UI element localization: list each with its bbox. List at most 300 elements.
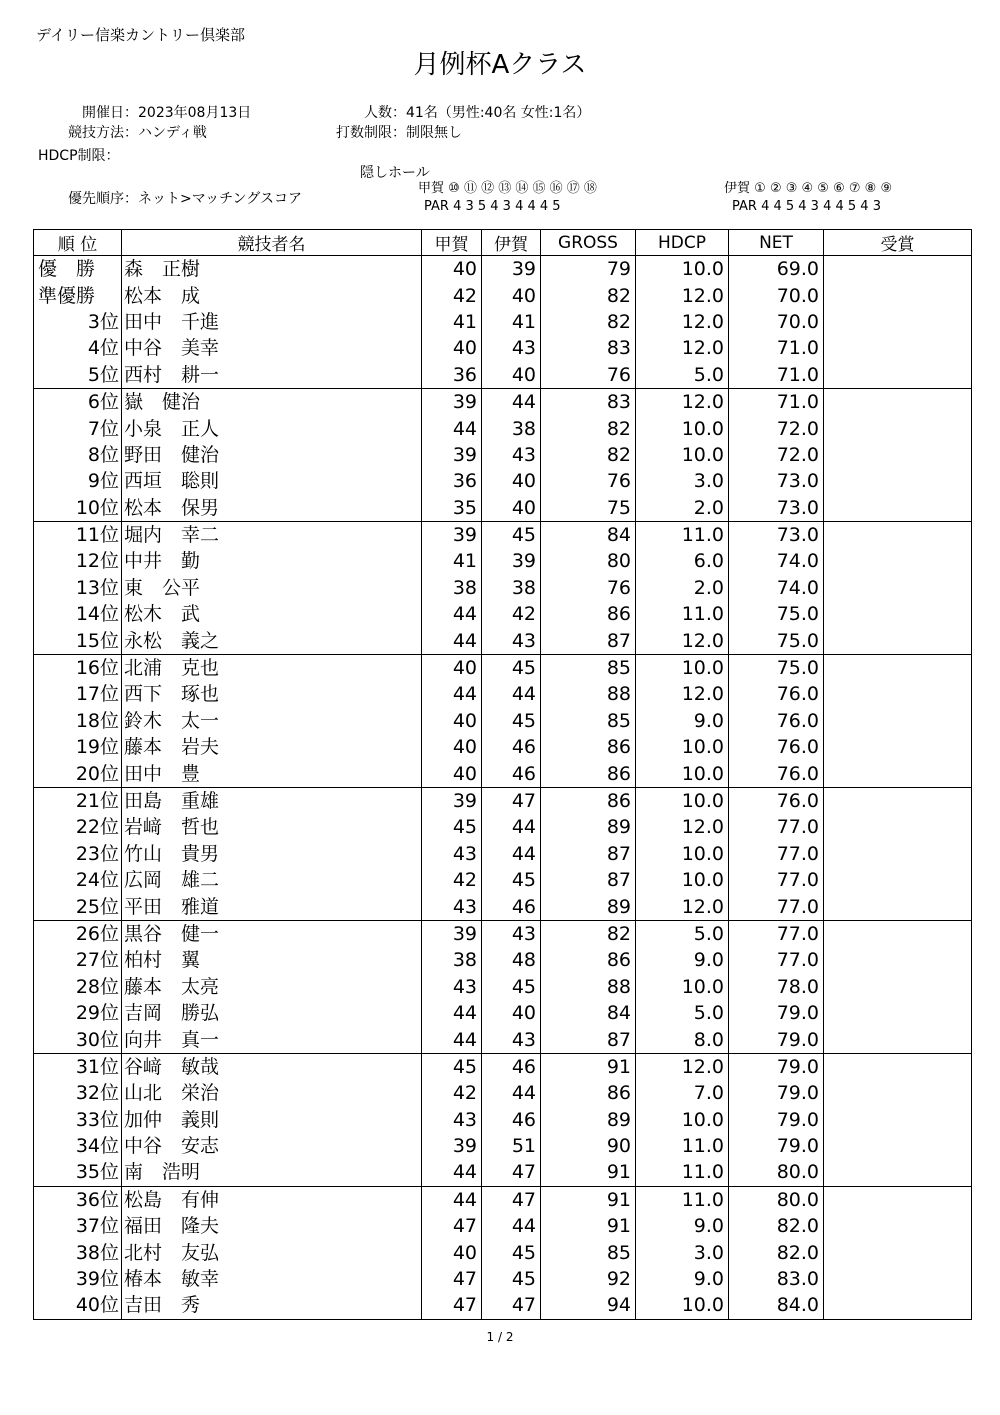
gross-cell: 87 — [541, 867, 636, 893]
koka-score-cell: 40 — [422, 256, 482, 283]
prize-cell — [824, 282, 972, 308]
table-row — [34, 1107, 972, 1133]
table-row — [34, 920, 972, 947]
iga-holes: ① ② ③ ④ ⑤ ⑥ ⑦ ⑧ ⑨ — [754, 181, 893, 196]
iga-score-cell: 45 — [482, 654, 541, 681]
prize-cell — [824, 468, 972, 494]
prize-cell — [824, 388, 972, 415]
rank-cell: 4位 — [34, 335, 122, 361]
hdcp-cell: 3.0 — [636, 468, 729, 494]
koka-score-cell: 42 — [422, 867, 482, 893]
gross-cell: 75 — [541, 495, 636, 522]
player-name-cell: 吉岡 勝弘 — [122, 1000, 422, 1026]
table-row — [34, 1026, 972, 1053]
rank-cell: 23位 — [34, 841, 122, 867]
hidden-holes-title: 隠しホール — [360, 165, 430, 181]
table-row — [34, 362, 972, 389]
limit-label: 打数制限： — [336, 125, 406, 141]
gross-cell: 82 — [541, 442, 636, 468]
player-name-cell: 小泉 正人 — [122, 415, 422, 441]
koka-score-cell: 44 — [422, 1026, 482, 1053]
gross-cell: 86 — [541, 601, 636, 627]
player-name-cell: 福田 隆夫 — [122, 1213, 422, 1239]
player-name-cell: 田島 重雄 — [122, 787, 422, 814]
iga-score-cell: 46 — [482, 760, 541, 787]
hdcp-cell: 2.0 — [636, 495, 729, 522]
rank-cell: 30位 — [34, 1026, 122, 1053]
koka-score-cell: 40 — [422, 335, 482, 361]
hdcp-cell: 3.0 — [636, 1239, 729, 1265]
gross-cell: 86 — [541, 760, 636, 787]
player-name-cell: 田中 千進 — [122, 309, 422, 335]
player-name-cell: 椿本 敏幸 — [122, 1266, 422, 1292]
header-iga: 伊賀 — [482, 230, 541, 256]
net-cell: 84.0 — [729, 1292, 824, 1319]
table-row — [34, 468, 972, 494]
gross-cell: 84 — [541, 521, 636, 548]
iga-score-cell: 51 — [482, 1133, 541, 1159]
hdcp-cell: 12.0 — [636, 1053, 729, 1080]
net-cell: 76.0 — [729, 787, 824, 814]
player-name-cell: 竹山 貴男 — [122, 841, 422, 867]
net-cell: 71.0 — [729, 335, 824, 361]
iga-score-cell: 45 — [482, 1239, 541, 1265]
koka-score-cell: 44 — [422, 681, 482, 707]
page-title: 月例杯Aクラス — [413, 50, 587, 80]
net-cell: 72.0 — [729, 442, 824, 468]
prize-cell — [824, 708, 972, 734]
net-cell: 73.0 — [729, 468, 824, 494]
iga-score-cell: 42 — [482, 601, 541, 627]
rank-cell: 10位 — [34, 495, 122, 522]
koka-score-cell: 41 — [422, 548, 482, 574]
net-cell: 70.0 — [729, 309, 824, 335]
table-row — [34, 841, 972, 867]
table-row — [34, 1133, 972, 1159]
hdcp-cell: 10.0 — [636, 415, 729, 441]
prize-cell — [824, 1053, 972, 1080]
table-row — [34, 734, 972, 760]
iga-score-cell: 44 — [482, 681, 541, 707]
iga-score-cell: 40 — [482, 495, 541, 522]
koka-score-cell: 39 — [422, 920, 482, 947]
rank-cell: 39位 — [34, 1266, 122, 1292]
hdcp-cell: 5.0 — [636, 362, 729, 389]
gross-cell: 89 — [541, 1107, 636, 1133]
net-cell: 77.0 — [729, 947, 824, 973]
prize-cell — [824, 1000, 972, 1026]
player-name-cell: 松木 武 — [122, 601, 422, 627]
gross-cell: 86 — [541, 947, 636, 973]
table-row — [34, 495, 972, 522]
iga-score-cell: 44 — [482, 1080, 541, 1106]
rank-cell: 3位 — [34, 309, 122, 335]
iga-score-cell: 43 — [482, 335, 541, 361]
koka-score-cell: 39 — [422, 787, 482, 814]
koka-score-cell: 42 — [422, 282, 482, 308]
iga-score-cell: 43 — [482, 627, 541, 654]
koka-score-cell: 39 — [422, 521, 482, 548]
net-cell: 75.0 — [729, 627, 824, 654]
hdcp-cell: 10.0 — [636, 867, 729, 893]
table-row — [34, 335, 972, 361]
iga-score-cell: 44 — [482, 841, 541, 867]
iga-par: PAR 4 4 5 4 3 4 4 5 4 3 — [732, 199, 881, 214]
rank-cell: 24位 — [34, 867, 122, 893]
iga-score-cell: 46 — [482, 734, 541, 760]
table-row — [34, 575, 972, 601]
gross-cell: 83 — [541, 388, 636, 415]
koka-holes-row — [418, 180, 597, 198]
hdcp-cell: 10.0 — [636, 1292, 729, 1319]
koka-score-cell: 44 — [422, 1186, 482, 1213]
koka-score-cell: 44 — [422, 1159, 482, 1186]
koka-score-cell: 44 — [422, 627, 482, 654]
header-rank: 順 位 — [34, 230, 122, 256]
iga-score-cell: 44 — [482, 1213, 541, 1239]
player-name-cell: 嶽 健治 — [122, 388, 422, 415]
player-name-cell: 永松 義之 — [122, 627, 422, 654]
net-cell: 76.0 — [729, 734, 824, 760]
iga-score-cell: 47 — [482, 1186, 541, 1213]
priority-row — [50, 188, 302, 208]
prize-cell — [824, 256, 972, 283]
gross-cell: 85 — [541, 654, 636, 681]
koka-score-cell: 38 — [422, 947, 482, 973]
hdcp-cell: 12.0 — [636, 814, 729, 840]
prize-cell — [824, 867, 972, 893]
hdcp-cell: 12.0 — [636, 627, 729, 654]
hdcp-cell: 7.0 — [636, 1080, 729, 1106]
prize-cell — [824, 841, 972, 867]
koka-score-cell: 43 — [422, 1107, 482, 1133]
koka-score-cell: 39 — [422, 442, 482, 468]
iga-score-cell: 39 — [482, 548, 541, 574]
club-name: デイリー信楽カントリー倶楽部 — [36, 26, 245, 44]
net-cell: 77.0 — [729, 920, 824, 947]
hdcp-cell: 2.0 — [636, 575, 729, 601]
gross-cell: 89 — [541, 893, 636, 920]
koka-score-cell: 40 — [422, 734, 482, 760]
rank-cell: 25位 — [34, 893, 122, 920]
hdcp-cell: 8.0 — [636, 1026, 729, 1053]
hdcp-cell: 10.0 — [636, 654, 729, 681]
table-row — [34, 415, 972, 441]
iga-score-cell: 40 — [482, 362, 541, 389]
koka-label: 甲賀 — [418, 181, 445, 196]
header-prize: 受賞 — [824, 230, 972, 256]
iga-score-cell: 47 — [482, 1292, 541, 1319]
table-row — [34, 1080, 972, 1106]
koka-holes: ⑩ ⑪ ⑫ ⑬ ⑭ ⑮ ⑯ ⑰ ⑱ — [448, 181, 597, 196]
header-name: 競技者名 — [122, 230, 422, 256]
rank-cell: 18位 — [34, 708, 122, 734]
koka-score-cell: 40 — [422, 654, 482, 681]
rank-cell: 11位 — [34, 521, 122, 548]
net-cell: 76.0 — [729, 681, 824, 707]
koka-score-cell: 47 — [422, 1266, 482, 1292]
iga-score-cell: 47 — [482, 1159, 541, 1186]
gross-cell: 85 — [541, 708, 636, 734]
prize-cell — [824, 1133, 972, 1159]
prize-cell — [824, 734, 972, 760]
rank-cell: 38位 — [34, 1239, 122, 1265]
rank-cell: 7位 — [34, 415, 122, 441]
net-cell: 70.0 — [729, 282, 824, 308]
gross-cell: 91 — [541, 1053, 636, 1080]
table-row — [34, 760, 972, 787]
prize-cell — [824, 442, 972, 468]
table-row — [34, 256, 972, 283]
rank-cell: 33位 — [34, 1107, 122, 1133]
method-value: ハンディ戦 — [138, 125, 207, 141]
koka-score-cell: 36 — [422, 362, 482, 389]
table-row — [34, 974, 972, 1000]
hdcp-cell: 10.0 — [636, 734, 729, 760]
hdcp-cell: 12.0 — [636, 681, 729, 707]
hdcp-cell: 9.0 — [636, 1213, 729, 1239]
gross-cell: 87 — [541, 841, 636, 867]
player-name-cell: 藤本 太亮 — [122, 974, 422, 1000]
rank-cell: 21位 — [34, 787, 122, 814]
iga-score-cell: 45 — [482, 974, 541, 1000]
rank-cell: 22位 — [34, 814, 122, 840]
rank-cell: 29位 — [34, 1000, 122, 1026]
iga-score-cell: 46 — [482, 1107, 541, 1133]
hdcp-cell: 9.0 — [636, 947, 729, 973]
iga-score-cell: 44 — [482, 814, 541, 840]
rank-cell: 27位 — [34, 947, 122, 973]
iga-score-cell: 38 — [482, 575, 541, 601]
gross-cell: 85 — [541, 1239, 636, 1265]
hdcp-cell: 11.0 — [636, 1159, 729, 1186]
gross-cell: 87 — [541, 627, 636, 654]
limit-row — [318, 122, 462, 142]
table-row — [34, 708, 972, 734]
player-name-cell: 山北 栄治 — [122, 1080, 422, 1106]
date-value: 2023年08月13日 — [138, 105, 252, 121]
header-hdcp: HDCP — [636, 230, 729, 256]
table-row — [34, 627, 972, 654]
gross-cell: 94 — [541, 1292, 636, 1319]
player-name-cell: 吉田 秀 — [122, 1292, 422, 1319]
gross-cell: 88 — [541, 681, 636, 707]
net-cell: 79.0 — [729, 1107, 824, 1133]
prize-cell — [824, 495, 972, 522]
koka-score-cell: 43 — [422, 974, 482, 1000]
table-row — [34, 867, 972, 893]
rank-cell: 37位 — [34, 1213, 122, 1239]
count-label: 人数： — [364, 105, 406, 121]
table-row — [34, 1000, 972, 1026]
player-name-cell: 北浦 克也 — [122, 654, 422, 681]
iga-score-cell: 46 — [482, 1053, 541, 1080]
gross-cell: 92 — [541, 1266, 636, 1292]
iga-score-cell: 45 — [482, 1266, 541, 1292]
gross-cell: 80 — [541, 548, 636, 574]
prize-cell — [824, 1239, 972, 1265]
koka-score-cell: 40 — [422, 1239, 482, 1265]
player-name-cell: 野田 健治 — [122, 442, 422, 468]
koka-score-cell: 41 — [422, 309, 482, 335]
gross-cell: 91 — [541, 1213, 636, 1239]
net-cell: 71.0 — [729, 388, 824, 415]
prize-cell — [824, 893, 972, 920]
player-name-cell: 柏村 翼 — [122, 947, 422, 973]
koka-score-cell: 43 — [422, 841, 482, 867]
iga-score-cell: 43 — [482, 442, 541, 468]
koka-score-cell: 47 — [422, 1213, 482, 1239]
prize-cell — [824, 947, 972, 973]
page-number: 1 / 2 — [486, 1330, 514, 1344]
koka-score-cell: 44 — [422, 1000, 482, 1026]
player-name-cell: 平田 雅道 — [122, 893, 422, 920]
hdcp-cell: 10.0 — [636, 442, 729, 468]
gross-cell: 83 — [541, 335, 636, 361]
gross-cell: 76 — [541, 575, 636, 601]
iga-score-cell: 39 — [482, 256, 541, 283]
hdcp-cell: 12.0 — [636, 893, 729, 920]
koka-score-cell: 42 — [422, 1080, 482, 1106]
player-name-cell: 森 正樹 — [122, 256, 422, 283]
prize-cell — [824, 814, 972, 840]
table-row — [34, 1239, 972, 1265]
prize-cell — [824, 415, 972, 441]
net-cell: 73.0 — [729, 495, 824, 522]
net-cell: 80.0 — [729, 1159, 824, 1186]
net-cell: 74.0 — [729, 548, 824, 574]
prize-cell — [824, 681, 972, 707]
koka-score-cell: 44 — [422, 601, 482, 627]
player-name-cell: 向井 真一 — [122, 1026, 422, 1053]
player-name-cell: 谷﨑 敏哉 — [122, 1053, 422, 1080]
rank-cell: 6位 — [34, 388, 122, 415]
gross-cell: 82 — [541, 282, 636, 308]
player-name-cell: 広岡 雄二 — [122, 867, 422, 893]
rank-cell: 8位 — [34, 442, 122, 468]
priority-value: ネット>マッチングスコア — [138, 191, 303, 207]
results-table — [33, 229, 972, 1320]
net-cell: 82.0 — [729, 1213, 824, 1239]
net-cell: 77.0 — [729, 841, 824, 867]
prize-cell — [824, 309, 972, 335]
net-cell: 77.0 — [729, 814, 824, 840]
player-name-cell: 松本 成 — [122, 282, 422, 308]
koka-score-cell: 39 — [422, 1133, 482, 1159]
prize-cell — [824, 521, 972, 548]
iga-score-cell: 46 — [482, 893, 541, 920]
prize-cell — [824, 362, 972, 389]
iga-score-cell: 48 — [482, 947, 541, 973]
gross-cell: 82 — [541, 309, 636, 335]
net-cell: 74.0 — [729, 575, 824, 601]
rank-cell: 34位 — [34, 1133, 122, 1159]
prize-cell — [824, 1186, 972, 1213]
iga-score-cell: 40 — [482, 1000, 541, 1026]
hdcp-cell: 10.0 — [636, 974, 729, 1000]
hdcp-cell: 9.0 — [636, 1266, 729, 1292]
table-row — [34, 548, 972, 574]
gross-cell: 76 — [541, 468, 636, 494]
hdcp-cell: 5.0 — [636, 920, 729, 947]
table-row — [34, 282, 972, 308]
koka-score-cell: 38 — [422, 575, 482, 601]
date-label: 開催日： — [82, 105, 138, 121]
rank-cell: 9位 — [34, 468, 122, 494]
prize-cell — [824, 1213, 972, 1239]
hdcp-cell: 6.0 — [636, 548, 729, 574]
net-cell: 80.0 — [729, 1186, 824, 1213]
table-row — [34, 787, 972, 814]
player-name-cell: 中井 勤 — [122, 548, 422, 574]
net-cell: 76.0 — [729, 760, 824, 787]
prize-cell — [824, 335, 972, 361]
net-cell: 75.0 — [729, 654, 824, 681]
hdcp-cell: 10.0 — [636, 787, 729, 814]
gross-cell: 90 — [541, 1133, 636, 1159]
iga-score-cell: 45 — [482, 708, 541, 734]
rank-cell: 17位 — [34, 681, 122, 707]
gross-cell: 82 — [541, 920, 636, 947]
prize-cell — [824, 920, 972, 947]
prize-cell — [824, 1080, 972, 1106]
count-row — [318, 102, 590, 122]
prize-cell — [824, 601, 972, 627]
player-name-cell: 松本 保男 — [122, 495, 422, 522]
net-cell: 71.0 — [729, 362, 824, 389]
koka-score-cell: 45 — [422, 814, 482, 840]
rank-cell: 15位 — [34, 627, 122, 654]
table-row — [34, 601, 972, 627]
net-cell: 83.0 — [729, 1266, 824, 1292]
hdcp-cell: 12.0 — [636, 388, 729, 415]
hdcp-cell: 12.0 — [636, 282, 729, 308]
koka-score-cell: 40 — [422, 760, 482, 787]
player-name-cell: 松島 有伸 — [122, 1186, 422, 1213]
table-row — [34, 388, 972, 415]
priority-label: 優先順序： — [68, 191, 138, 207]
header-net: NET — [729, 230, 824, 256]
header-koka: 甲賀 — [422, 230, 482, 256]
hdcp-cell: 5.0 — [636, 1000, 729, 1026]
net-cell: 77.0 — [729, 893, 824, 920]
table-row — [34, 521, 972, 548]
prize-cell — [824, 1266, 972, 1292]
rank-cell: 14位 — [34, 601, 122, 627]
net-cell: 69.0 — [729, 256, 824, 283]
net-cell: 79.0 — [729, 1080, 824, 1106]
net-cell: 75.0 — [729, 601, 824, 627]
hdcp-cell: 11.0 — [636, 601, 729, 627]
iga-score-cell: 40 — [482, 468, 541, 494]
koka-score-cell: 47 — [422, 1292, 482, 1319]
hdcp-limit-label: HDCP制限： — [38, 148, 120, 164]
player-name-cell: 中谷 安志 — [122, 1133, 422, 1159]
koka-score-cell: 36 — [422, 468, 482, 494]
table-row — [34, 1292, 972, 1319]
gross-cell: 79 — [541, 256, 636, 283]
iga-score-cell: 38 — [482, 415, 541, 441]
rank-cell: 5位 — [34, 362, 122, 389]
prize-cell — [824, 548, 972, 574]
method-label: 競技方法： — [68, 125, 138, 141]
player-name-cell: 黒谷 健一 — [122, 920, 422, 947]
hdcp-cell: 12.0 — [636, 335, 729, 361]
hdcp-cell: 12.0 — [636, 309, 729, 335]
net-cell: 79.0 — [729, 1133, 824, 1159]
koka-score-cell: 45 — [422, 1053, 482, 1080]
iga-score-cell: 45 — [482, 521, 541, 548]
